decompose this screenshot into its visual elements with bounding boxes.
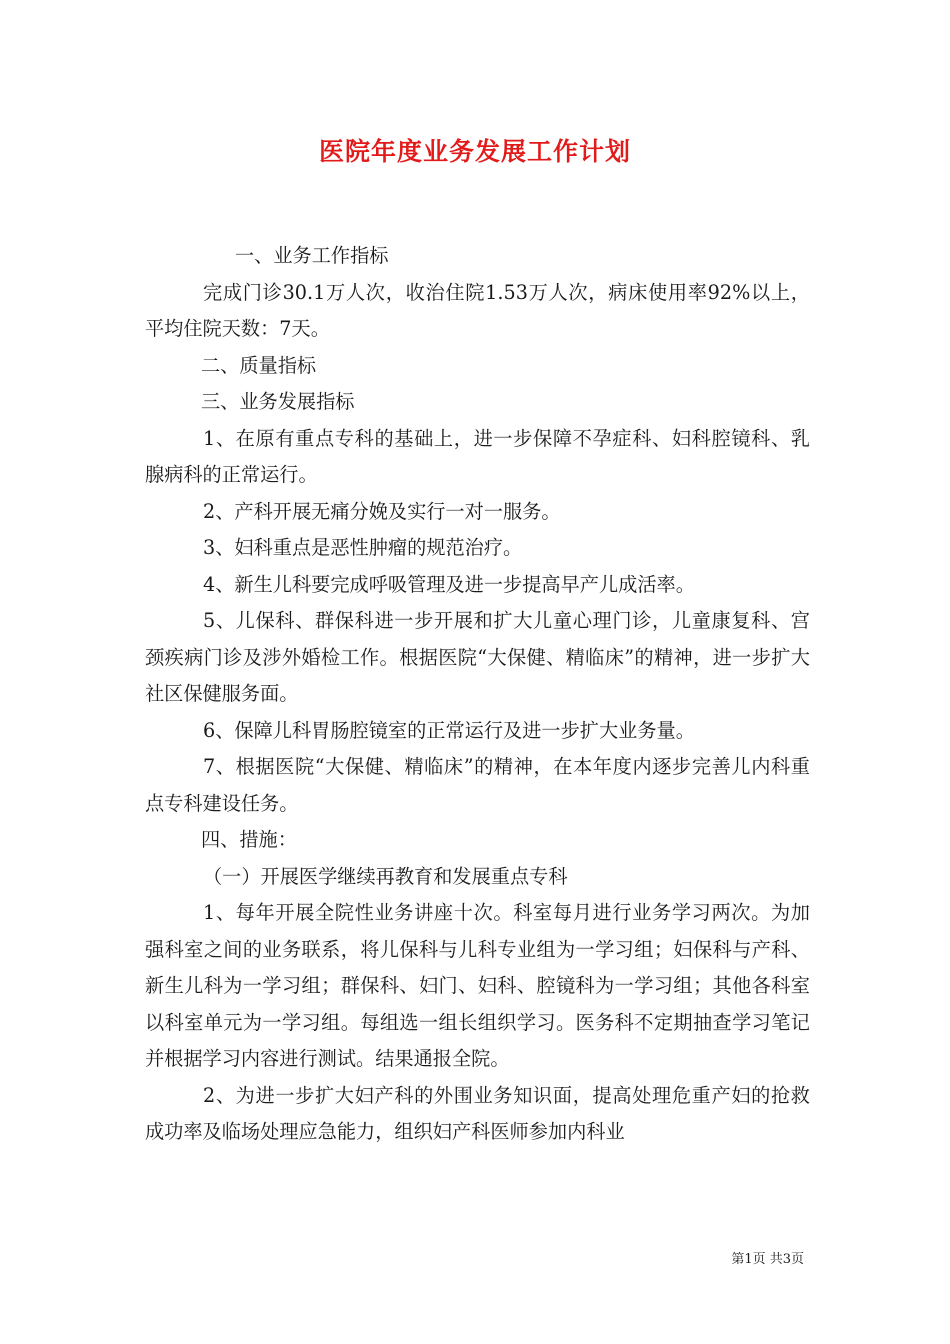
paragraph: 7、根据医院“大保健、精临床”的精神，在本年度内逐步完善儿内科重点专科建设任务。 (145, 755, 810, 815)
paragraph: 5、儿保科、群保科进一步开展和扩大儿童心理门诊，儿童康复科、宫颈疾病门诊及涉外婚检工作。根据医院“大保健、精临床”的精神，进一步扩大社区保健服务面。 (145, 609, 810, 705)
section-heading-2: 二、质量指标 (201, 353, 317, 377)
paragraph: 4、新生儿科要完成呼吸管理及进一步提高早产儿成活率。 (203, 572, 695, 596)
section-heading-1: 一、业务工作指标 (235, 244, 389, 267)
document-body (145, 238, 810, 1151)
paragraph: 2、为进一步扩大妇产科的外围业务知识面，提高处理危重产妇的抢救成功率及临场处理应急能力，组织妇产科医师参加内科业 (145, 1083, 810, 1143)
paragraph: 完成门诊30.1万人次，收治住院1.53万人次，病床使用率92%以上，平均住院天数：7天。 (145, 280, 810, 340)
section-heading-4: 四、措施： (201, 828, 297, 851)
document-title: 医院年度业务发展工作计划 (318, 137, 631, 166)
paragraph: 1、在原有重点专科的基础上，进一步保障不孕症科、妇科腔镜科、乳腺病科的正常运行。 (145, 426, 810, 486)
paragraph: 2、产科开展无痛分娩及实行一对一服务。 (203, 499, 561, 523)
paragraph: 1、每年开展全院性业务讲座十次。科室每月进行业务学习两次。为加强科室之间的业务联系，将儿保科与儿科专业组为一学习组；妇保科与产科、新生儿科为一学习组；群保科、妇门、妇科、腔镜科为一学习组；其他各科室以科室单元为一学习组。每组选一组长组织学习。医务科不定期抽查学习笔记并根据学习内容进行测试。结果通报全院。 (145, 901, 810, 1070)
section-heading-3: 三、业务发展指标 (201, 390, 355, 413)
page-footer: 第1页 共3页 (731, 1252, 804, 1267)
subsection-heading: （一）开展医学继续再教育和发展重点专科 (203, 864, 568, 888)
paragraph: 3、妇科重点是恶性肿瘤的规范治疗。 (203, 536, 523, 559)
paragraph: 6、保障儿科胃肠腔镜室的正常运行及进一步扩大业务量。 (203, 718, 695, 742)
